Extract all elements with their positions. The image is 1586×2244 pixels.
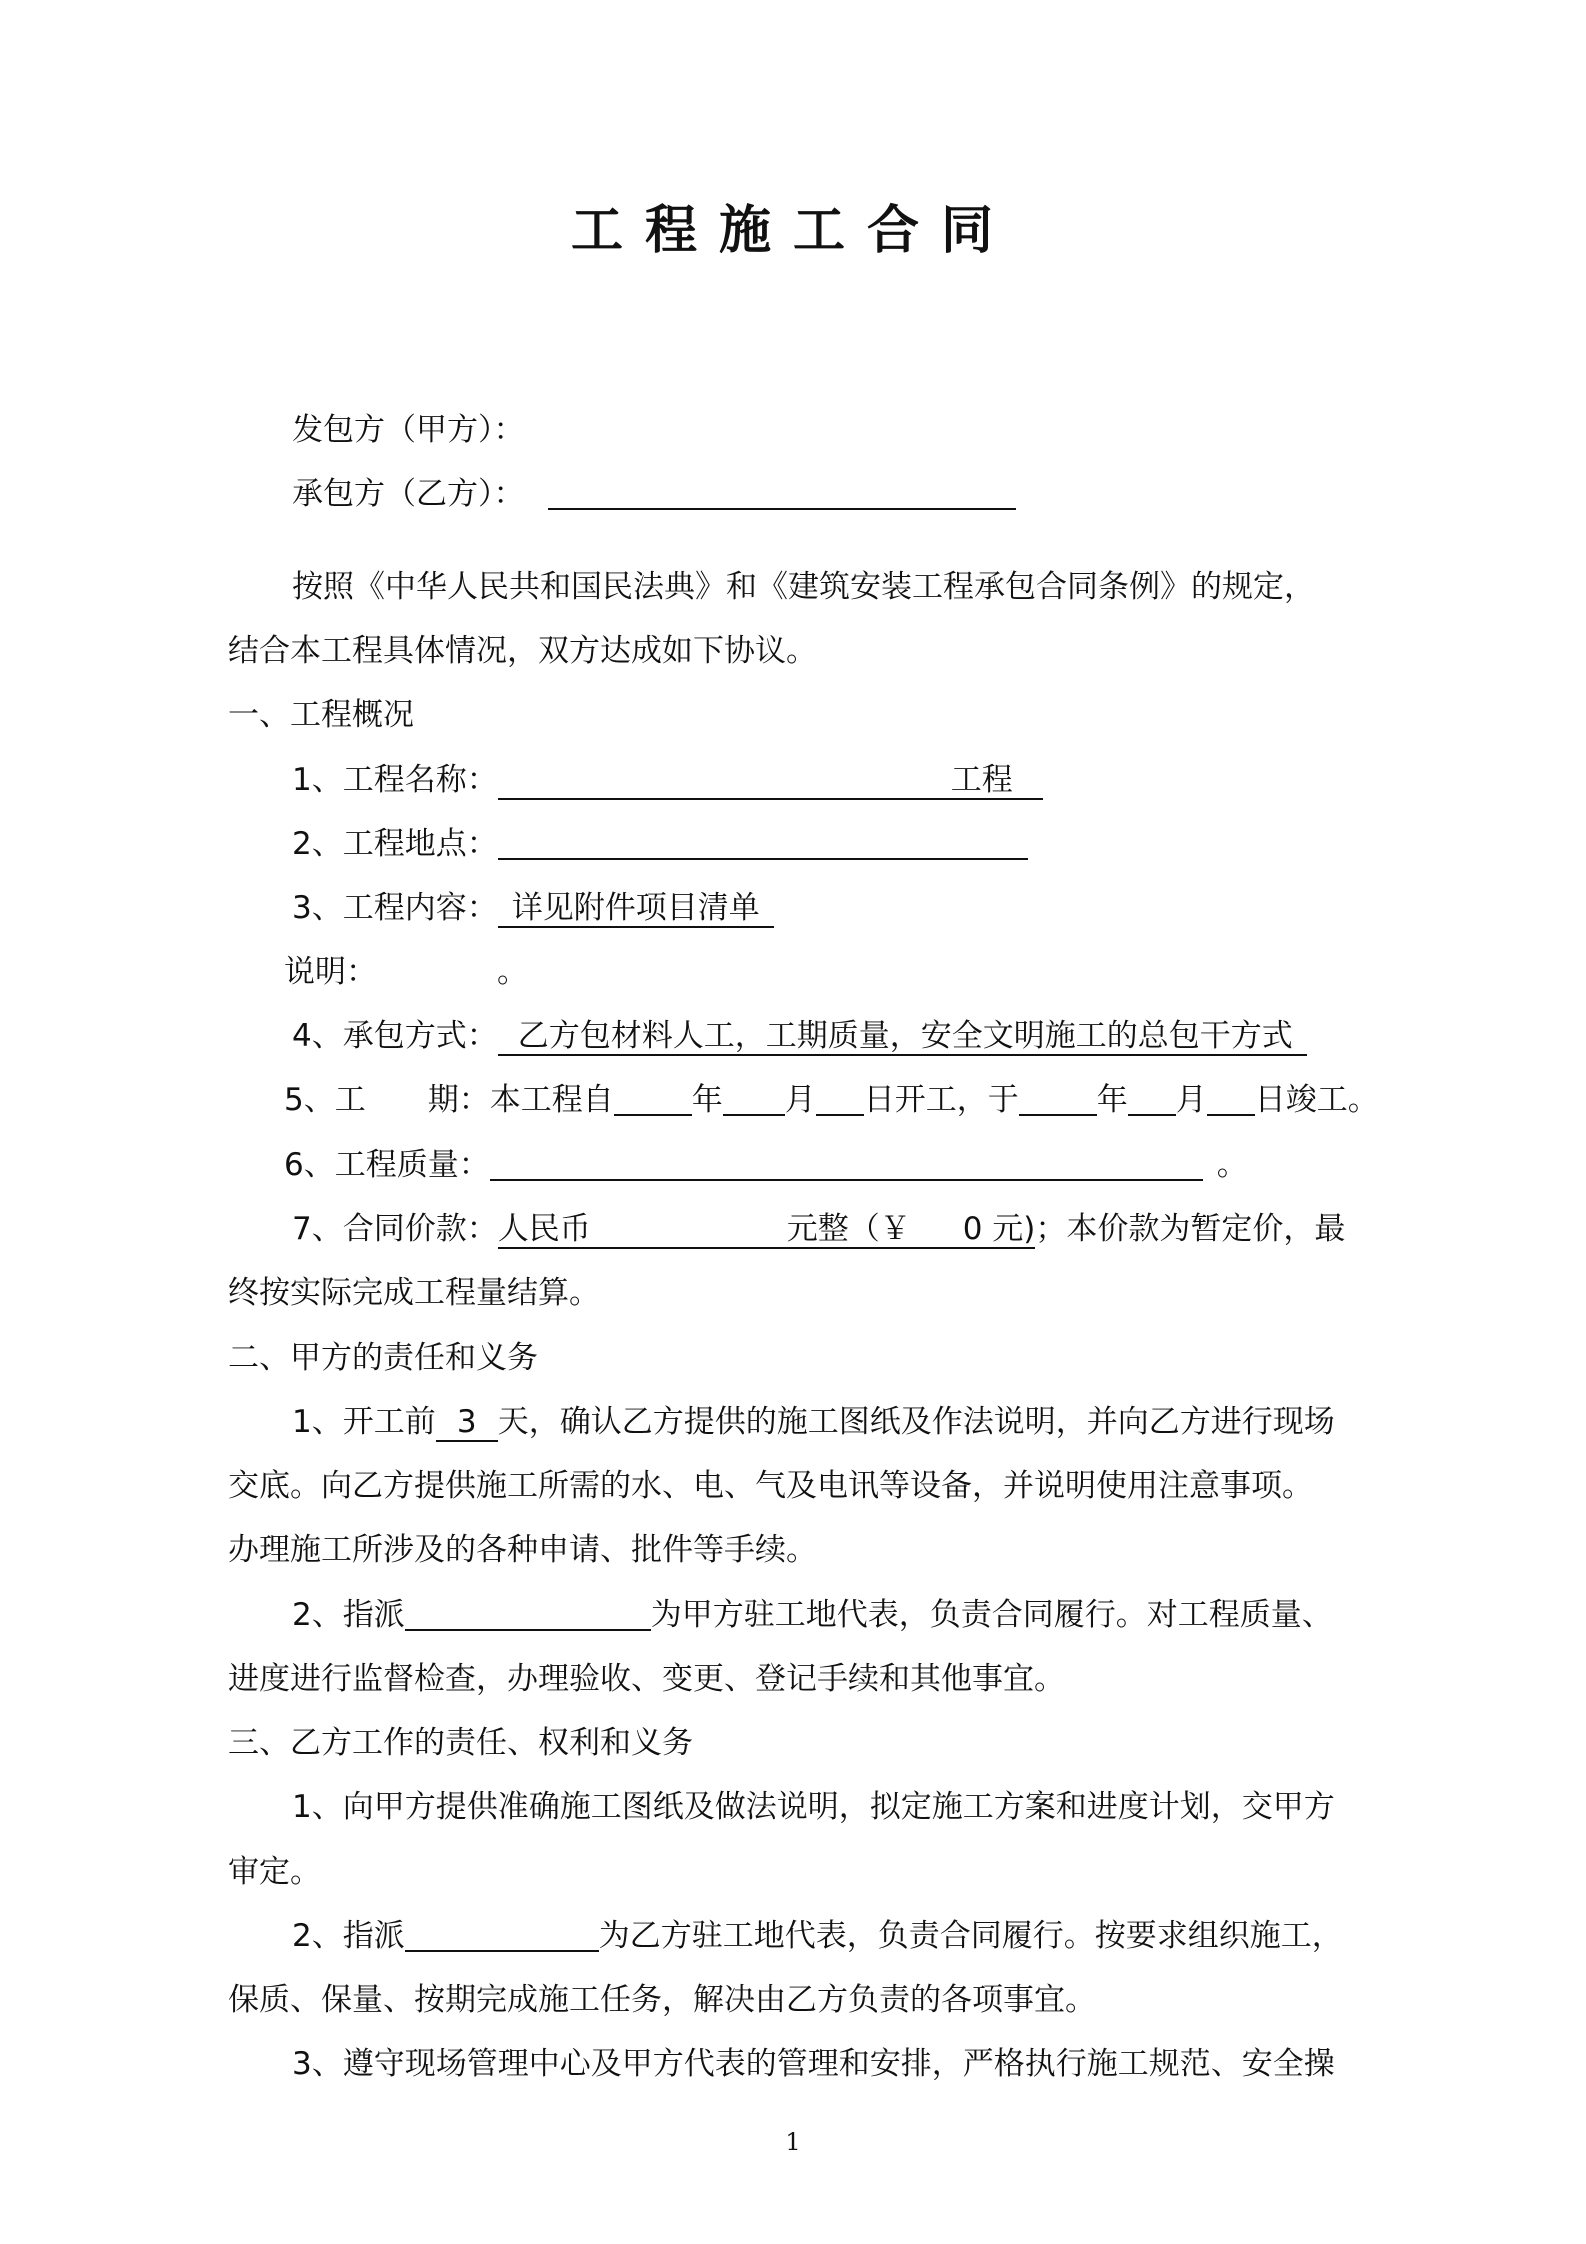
- period-start-text: 本工程自: [489, 1082, 614, 1118]
- project-location-label: 2、工程地点：: [292, 826, 498, 862]
- price-note-line-2: 终按实际完成工程量结算。: [228, 1275, 600, 1311]
- end-month-blank[interactable]: [1128, 1080, 1176, 1116]
- s3-item2-line-2: 保质、保量、按期完成施工任务，解决由乙方负责的各项事宜。: [228, 1982, 1096, 2018]
- party-b-blank[interactable]: [548, 474, 1016, 510]
- s3-item2-text-b: 为乙方驻工地代表，负责合同履行。按要求组织施工，: [598, 1918, 1343, 1954]
- day-start-text: 日开工，于: [863, 1082, 1019, 1118]
- party-a-rep-blank[interactable]: [405, 1595, 651, 1631]
- notice-days-value: 3: [436, 1404, 498, 1442]
- year-label: 年: [691, 1082, 723, 1118]
- note-period: 。: [497, 954, 528, 990]
- project-content-line: [292, 888, 774, 928]
- price-blank[interactable]: [498, 1211, 1036, 1249]
- s3-item3-line-1: 3、遵守现场管理中心及甲方代表的管理和安排，严格执行施工规范、安全操: [292, 2046, 1335, 2082]
- party-b-label: 承包方（乙方）：: [292, 476, 525, 512]
- preamble-line-2: 结合本工程具体情况，双方达成如下协议。: [228, 633, 817, 669]
- start-day-blank[interactable]: [816, 1080, 864, 1116]
- quality-blank[interactable]: [490, 1145, 1203, 1181]
- s3-item2-line-1: [292, 1916, 1343, 1956]
- section-2-heading: 二、甲方的责任和义务: [228, 1340, 538, 1376]
- project-name-line: [292, 760, 1043, 800]
- end-day-blank[interactable]: [1207, 1080, 1255, 1116]
- price-label: 7、合同价款：: [292, 1211, 498, 1247]
- price-note: ；本价款为暂定价，最: [1035, 1211, 1346, 1247]
- start-year-blank[interactable]: [614, 1080, 692, 1116]
- s2-item1-text-b: 天，确认乙方提供的施工图纸及作法说明，并向乙方进行现场: [497, 1404, 1335, 1440]
- party-b-rep-blank[interactable]: [405, 1916, 599, 1952]
- s3-item2-text-a: 2、指派: [292, 1918, 405, 1954]
- price-unit: 元整（￥: [786, 1211, 911, 1247]
- s3-item1-line-1: 1、向甲方提供准确施工图纸及做法说明，拟定施工方案和进度计划，交甲方: [292, 1789, 1335, 1825]
- note-label: 说明：: [284, 954, 377, 990]
- month-label: 月: [784, 1082, 816, 1118]
- s2-item1-line-2: 交底。向乙方提供施工所需的水、电、气及电讯等设备，并说明使用注意事项。: [228, 1468, 1313, 1504]
- party-b-line: [292, 474, 1016, 514]
- project-location-line: [292, 824, 1028, 864]
- page-number: 1: [785, 2128, 801, 2156]
- year-label-2: 年: [1096, 1082, 1128, 1118]
- end-year-blank[interactable]: [1019, 1080, 1097, 1116]
- project-name-blank[interactable]: [498, 762, 1043, 800]
- s2-item1-line-1: [292, 1402, 1335, 1442]
- project-content-label: 3、工程内容：: [292, 890, 498, 926]
- party-a-line: [292, 410, 525, 450]
- quality-line: [284, 1145, 1248, 1185]
- project-content-value: 详见附件项目清单: [498, 890, 774, 928]
- s2-item2-line-1: [292, 1595, 1333, 1635]
- s3-item1-line-2: 审定。: [228, 1854, 321, 1890]
- preamble-line-1: 按照《中华人民共和国民法典》和《建筑安装工程承包合同条例》的规定，: [292, 569, 1315, 605]
- contract-mode-value: 乙方包材料人工，工期质量，安全文明施工的总包干方式: [498, 1018, 1307, 1056]
- quality-label: 6、工程质量：: [284, 1147, 490, 1183]
- day-end-text: 日竣工。: [1254, 1082, 1379, 1118]
- document-title: 工程施工合同: [570, 201, 1015, 261]
- section-3-heading: 三、乙方工作的责任、权利和义务: [228, 1725, 693, 1761]
- price-line: [292, 1209, 1345, 1249]
- start-month-blank[interactable]: [723, 1080, 785, 1116]
- project-name-label: 1、工程名称：: [292, 762, 498, 798]
- project-name-suffix: 工程: [950, 762, 1013, 798]
- party-a-label: 发包方（甲方）：: [292, 412, 525, 448]
- period-line: [284, 1080, 1379, 1120]
- contract-mode-line: [292, 1016, 1307, 1056]
- s2-item2-line-2: 进度进行监督检查，办理验收、变更、登记手续和其他事宜。: [228, 1661, 1065, 1697]
- s2-item2-text-a: 2、指派: [292, 1597, 405, 1633]
- price-amount: 0 元): [962, 1211, 1036, 1247]
- contract-mode-label: 4、承包方式：: [292, 1018, 498, 1054]
- price-currency: 人民币: [497, 1211, 591, 1247]
- s2-item1-line-3: 办理施工所涉及的各种申请、批件等手续。: [228, 1532, 817, 1568]
- project-location-blank[interactable]: [498, 824, 1028, 860]
- s2-item1-text-a: 1、开工前: [292, 1404, 436, 1440]
- section-1-heading: 一、工程概况: [228, 697, 414, 733]
- month-label-2: 月: [1175, 1082, 1207, 1118]
- quality-period: 。: [1216, 1147, 1248, 1183]
- s2-item2-text-b: 为甲方驻工地代表，负责合同履行。对工程质量、: [650, 1597, 1333, 1633]
- note-line: [284, 952, 528, 992]
- period-label: 5、工 期：: [284, 1082, 490, 1118]
